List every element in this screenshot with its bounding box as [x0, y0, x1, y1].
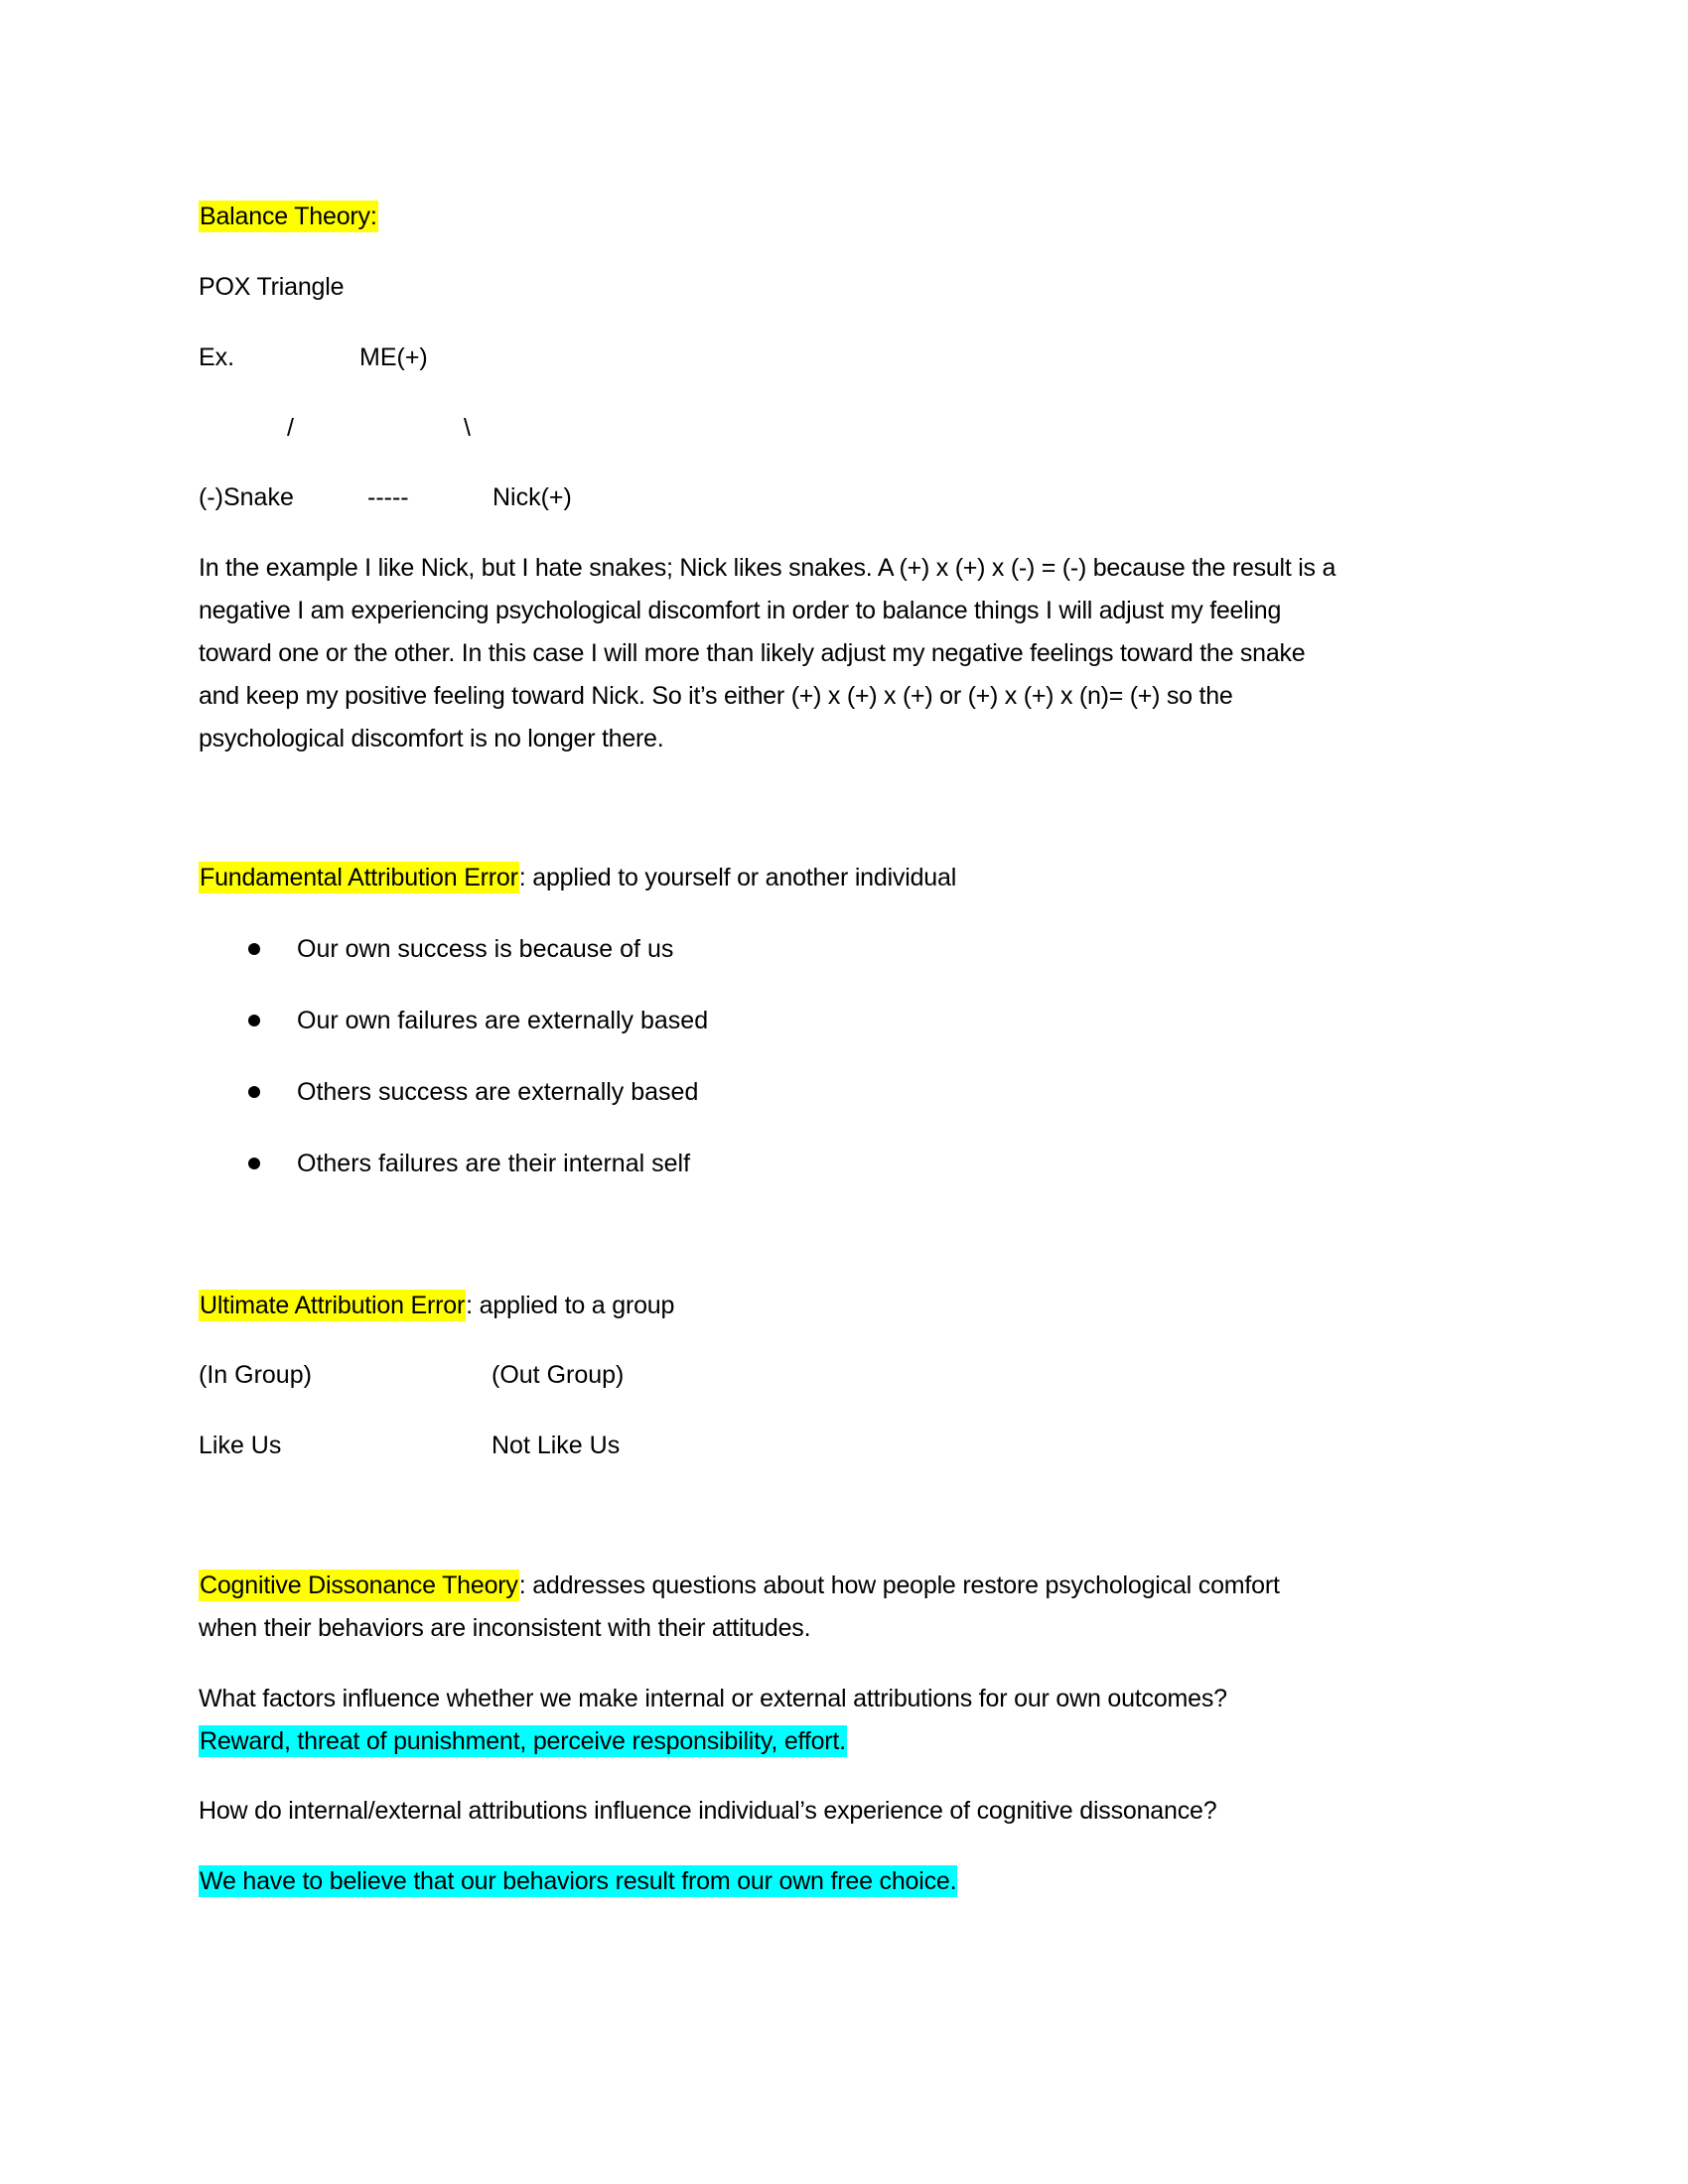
- fae-heading-line: [199, 857, 956, 899]
- diagram-right-edge: \: [464, 414, 471, 442]
- paragraph-line: and keep my positive feeling toward Nick. So it’s either (+) x (+) x (+) or (+) x (+) x (n)= (+) so the: [199, 682, 1233, 710]
- paragraph-line: negative I am experiencing psychological discomfort in order to balance things I will adjust my feeling: [199, 597, 1282, 624]
- example-label: Ex.: [199, 343, 235, 371]
- out-group-label: (Out Group): [492, 1361, 625, 1389]
- balance-theory-heading: Balance Theory:: [200, 203, 377, 230]
- fae-heading: Fundamental Attribution Error: [200, 864, 518, 891]
- fae-bullet-item: Our own success is because of us: [297, 935, 674, 963]
- paragraph-line: toward one or the other. In this case I will more than likely adjust my negative feelings toward the snake: [199, 639, 1306, 667]
- answer-1-line: [199, 1720, 847, 1763]
- balance-theory-heading-line: [199, 196, 378, 238]
- paragraph-line: In the example I like Nick, but I hate snakes; Nick likes snakes. A (+) x (+) x (-) = (-) because the result is a: [199, 554, 1336, 582]
- cdt-description: : addresses questions about how people restore psychological comfort: [518, 1571, 1280, 1599]
- in-group-label: (In Group): [199, 1361, 312, 1389]
- fae-bullet-item: Others failures are their internal self: [297, 1150, 691, 1177]
- diagram-bottom-right-node: Nick(+): [492, 483, 572, 511]
- out-group-desc: Not Like Us: [492, 1432, 621, 1459]
- balance-theory-paragraph: [199, 547, 1489, 760]
- uae-description: : applied to a group: [466, 1292, 675, 1319]
- answer-2: We have to believe that our behaviors result from our own free choice.: [200, 1867, 957, 1895]
- diagram-top-node: ME(+): [359, 343, 428, 371]
- cdt-heading-line: [199, 1565, 1280, 1607]
- diagram-left-edge: /: [287, 414, 294, 442]
- uae-heading: Ultimate Attribution Error: [200, 1292, 466, 1319]
- cdt-description-line2: when their behaviors are inconsistent with their attitudes.: [199, 1614, 811, 1642]
- fae-description: : applied to yourself or another individual: [518, 864, 957, 891]
- bullet-icon: [248, 1158, 260, 1169]
- bullet-icon: [248, 1015, 260, 1026]
- in-group-desc: Like Us: [199, 1432, 282, 1459]
- fae-bullet-item: Our own failures are externally based: [297, 1007, 709, 1034]
- cdt-heading: Cognitive Dissonance Theory: [200, 1571, 518, 1599]
- answer-2-line: [199, 1860, 957, 1903]
- fae-bullet-item: Others success are externally based: [297, 1078, 699, 1106]
- question-2: How do internal/external attributions influence individual’s experience of cognitive dissonance?: [199, 1797, 1217, 1825]
- diagram-bottom-edge: -----: [367, 483, 409, 511]
- diagram-bottom-left-node: (-)Snake: [199, 483, 294, 511]
- answer-1: Reward, threat of punishment, perceive responsibility, effort.: [200, 1727, 846, 1755]
- uae-heading-line: [199, 1285, 674, 1327]
- paragraph-line: psychological discomfort is no longer there.: [199, 725, 664, 752]
- bullet-icon: [248, 943, 260, 955]
- question-1: What factors influence whether we make internal or external attributions for our own outcomes?: [199, 1685, 1227, 1712]
- pox-triangle-label: POX Triangle: [199, 273, 345, 301]
- bullet-icon: [248, 1086, 260, 1098]
